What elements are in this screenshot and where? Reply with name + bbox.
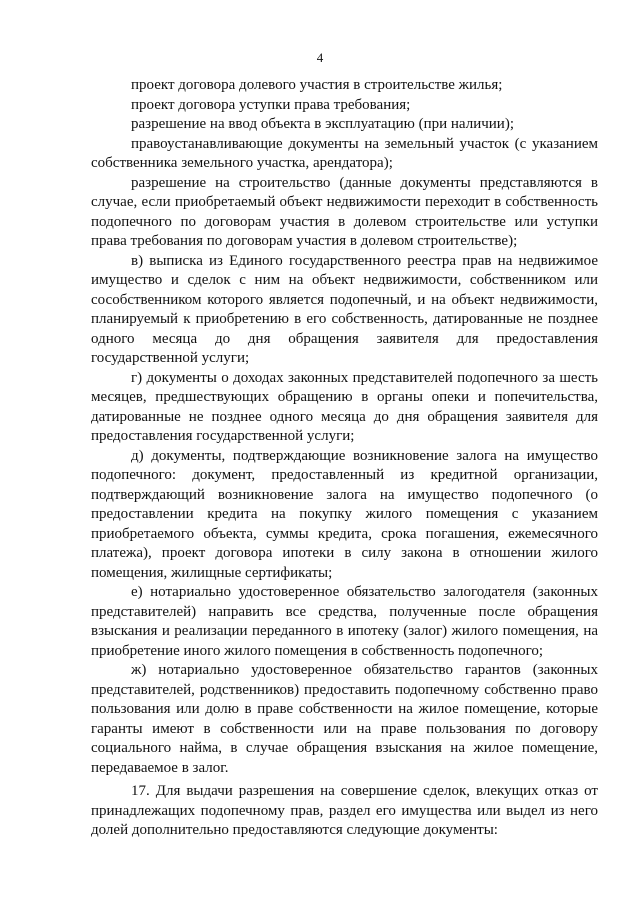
paragraph: разрешение на ввод объекта в эксплуатацию (при наличии); [131,116,514,132]
document-body [91,76,598,841]
paragraph: в) выписка из Единого государственного реестра прав на недвижимое имущество и сделок с ним на объект недвижимости, собственником или сособственником которого является подопечный, и на объект недвижимости, планируемый к приобретению в его собственность, датированные не позднее одного месяца до дня обращения заявителя для предоставления государственной услуги; [91,252,598,366]
paragraph: проект договора уступки права требования; [131,96,411,113]
paragraph: г) документы о доходах законных представителей подопечного за шесть месяцев, предшествующих обращению в органы опеки и попечительства, датированные не позднее одного месяца до дня обращения заявителя для предоставления государственной услуги; [91,369,598,444]
paragraph: проект договора долевого участия в строительстве жилья; [131,77,503,93]
paragraph: е) нотариально удостоверенное обязательство залогодателя (законных представителей) направить все средства, полученные после обращения взыскания и реализации переданного в ипотеку (залог) жилого помещения, на приобретение иного жилого помещения в собственность подопечного; [91,584,598,659]
paragraph: ж) нотариально удостоверенное обязательство гарантов (законных представителей, родственников) предоставить подопечному собственно право пользования или долю в праве собственности на жилое помещение, которые гаранты имеют в собственности или на праве пользования по договору социального найма, в случае обращения взыскания на жилое помещение, передаваемое в залог. [91,662,598,776]
paragraph: 17. Для выдачи разрешения на совершение сделок, влекущих отказ от принадлежащих подопечному прав, раздел его имущества или выдел из него долей дополнительно предоставляются следующие документы: [91,783,598,838]
paragraph: д) документы, подтверждающие возникновение залога на имущество подопечного: документ, предоставленный из кредитной организации, подтверждающий возникновение залога на имущество подопечного (о предоставлении кредита на покупку жилого помещения с указанием приобретаемого объекта, суммы кредита, срока погашения, ежемесячного платежа), проект договора ипотеки в силу закона в отношении жилого помещения, жилищные сертификаты; [91,447,598,581]
page-number: 4 [316,50,324,65]
paragraph: разрешение на строительство (данные документы представляются в случае, если приобретаемый объект недвижимости переходит в собственность подопечного по договорам участия в долевом строительстве или уступки права требования по договорам участия в долевом строительстве); [91,174,598,249]
paragraph: правоустанавливающие документы на земельный участок (с указанием собственника земельного участка, арендатора); [91,135,598,171]
